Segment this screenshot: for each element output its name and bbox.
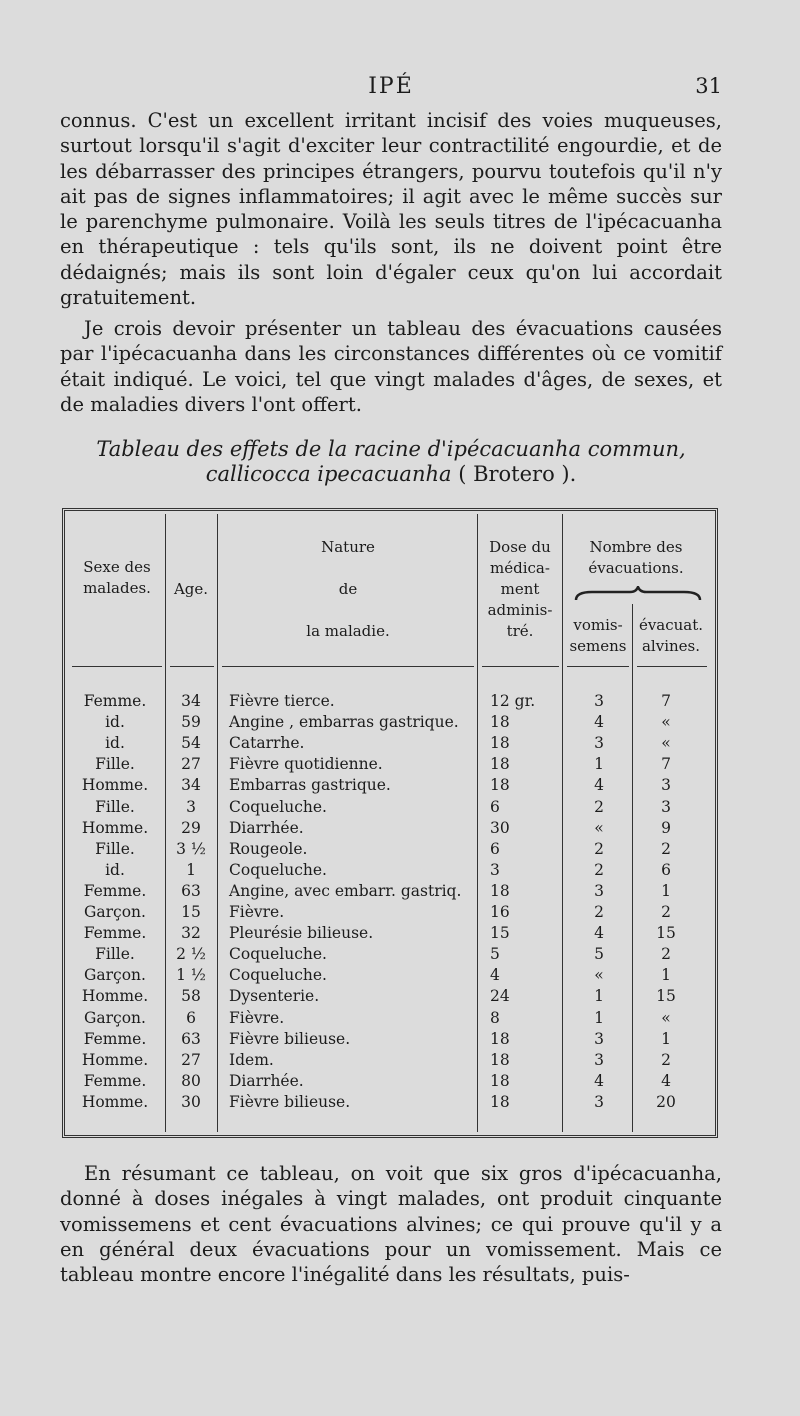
cell-vomissemens: 1 — [594, 755, 604, 774]
cell-nature: Diarrhée. — [229, 1071, 304, 1090]
header-nombre: Nombre des évacuations. — [588, 538, 684, 577]
cell-dose: 5 — [490, 945, 500, 964]
cell-vomissemens: 1 — [594, 1008, 604, 1027]
cell-age: 15 — [181, 903, 201, 921]
cell-vomissemens: 3 — [594, 1050, 604, 1069]
cell-alvines: 15 — [656, 987, 676, 1006]
cell-nature: Embarras gastrique. — [229, 776, 391, 795]
cell-sexe: Garçon. — [84, 966, 146, 985]
table-row — [0, 733, 800, 754]
cell-alvines: 1 — [661, 966, 671, 985]
caption-line-2 — [60, 462, 722, 487]
cell-age: 1 — [186, 860, 196, 879]
cell-age: 29 — [181, 818, 201, 837]
cell-vomissemens: « — [594, 966, 604, 985]
cell-nature: Pleurésie bilieuse. — [229, 924, 374, 943]
caption-line-1: Tableau des effets de la racine d'ipécacuanha commun, — [96, 437, 686, 461]
caption-species: callicocca ipecacuanha — [205, 462, 452, 486]
cell-dose: 18 — [490, 755, 510, 774]
cell-alvines: 4 — [661, 1071, 671, 1090]
body-paragraph-2: Je crois devoir présenter un tableau des évacuations causées par l'ipécacuanha dans les circonstances différentes où ce vomitif était indiqué. Le voici, tel que vingt malades d'âges, de sexes, et de maladies divers l'ont offert. — [60, 317, 722, 416]
cell-dose: 15 — [490, 924, 510, 943]
page-number: 31 — [695, 74, 722, 98]
cell-sexe: Homme. — [81, 776, 149, 795]
cell-alvines: 2 — [661, 839, 671, 858]
cell-alvines: 7 — [661, 692, 671, 710]
cell-nature: Coqueluche. — [229, 945, 327, 964]
header-dose: Dose du médica- ment adminis- tré. — [487, 538, 553, 640]
table-row — [0, 691, 800, 712]
table-row — [0, 923, 800, 944]
cell-vomissemens: 4 — [594, 776, 604, 795]
cell-sexe: Femme. — [83, 1029, 147, 1048]
header-nature-1: Nature — [321, 538, 375, 556]
cell-age: 6 — [186, 1008, 196, 1027]
table-row — [0, 1071, 800, 1092]
table-row — [0, 754, 800, 775]
cell-alvines: 2 — [661, 1050, 671, 1069]
cell-vomissemens: 1 — [594, 987, 604, 1006]
cell-dose: 4 — [490, 966, 500, 985]
caption-author: ( Brotero ). — [458, 462, 577, 486]
cell-age: 59 — [181, 713, 201, 732]
cell-alvines: 20 — [656, 1092, 676, 1111]
cell-dose: 16 — [490, 903, 510, 921]
cell-dose: 18 — [490, 1029, 510, 1048]
table-caption — [60, 437, 722, 487]
cell-vomissemens: 4 — [594, 713, 604, 732]
cell-vomissemens: 2 — [594, 860, 604, 879]
header-rule — [567, 666, 629, 667]
header-rule — [222, 666, 474, 667]
table-row — [0, 1092, 800, 1113]
cell-dose: 18 — [490, 776, 510, 795]
cell-alvines: 1 — [661, 1029, 671, 1048]
cell-sexe: Femme. — [83, 692, 147, 710]
cell-nature: Idem. — [229, 1050, 274, 1069]
cell-sexe: Homme. — [81, 818, 149, 837]
cell-sexe: Garçon. — [84, 903, 146, 921]
cell-age: 30 — [181, 1092, 201, 1111]
table-row — [0, 818, 800, 839]
cell-dose: 6 — [490, 839, 500, 858]
cell-age: 2 ½ — [176, 945, 206, 964]
cell-nature: Fièvre. — [229, 1008, 285, 1027]
cell-alvines: « — [661, 1008, 671, 1027]
cell-nature: Diarrhée. — [229, 818, 304, 837]
cell-sexe: id. — [105, 713, 125, 732]
cell-age: 58 — [181, 987, 201, 1006]
table-row — [0, 1008, 800, 1029]
cell-sexe: Homme. — [81, 1050, 149, 1069]
cell-vomissemens: 3 — [594, 692, 604, 710]
header-age: Age. — [173, 580, 209, 598]
cell-vomissemens: 5 — [594, 945, 604, 964]
page-header — [60, 74, 722, 104]
cell-vomissemens: 2 — [594, 903, 604, 921]
table-row — [0, 881, 800, 902]
cell-vomissemens: 4 — [594, 924, 604, 943]
cell-sexe: Femme. — [83, 924, 147, 943]
cell-vomissemens: 3 — [594, 734, 604, 753]
cell-sexe: Fille. — [95, 839, 135, 858]
cell-alvines: 9 — [661, 818, 671, 837]
cell-nature: Dysenterie. — [229, 987, 320, 1006]
body-paragraph-1: connus. C'est un excellent irritant incisif des voies muqueuses, surtout lorsqu'il s'agit d'exciter leur contractilité engourdie, et de les débarrasser des principes étrangers, pourvu toutefois qu'il n'y ait pas de signes inflammatoires; il agit avec le même succès sur le parenchyme pulmonaire. Voilà les seuls titres de l'ipécacuanha en thérapeutique : tels qu'ils sont, ils ne doivent point être dédaignés; mais ils sont loin d'égaler ceux qu'on lui accordait gratuitement. — [60, 109, 722, 310]
cell-vomissemens: 3 — [594, 881, 604, 900]
cell-sexe: Fille. — [95, 945, 135, 964]
running-head: IPÉ — [368, 74, 414, 99]
table-row — [0, 902, 800, 923]
cell-dose: 18 — [490, 881, 510, 900]
header-rule — [482, 666, 559, 667]
cell-age: 3 ½ — [176, 839, 206, 858]
cell-dose: 12 gr. — [490, 692, 536, 710]
cell-age: 63 — [181, 881, 201, 900]
cell-dose: 24 — [490, 987, 510, 1006]
cell-nature: Fièvre bilieuse. — [229, 1092, 351, 1111]
cell-age: 80 — [181, 1071, 201, 1090]
cell-nature: Coqueluche. — [229, 797, 327, 816]
cell-nature: Coqueluche. — [229, 966, 327, 985]
cell-sexe: Femme. — [83, 1071, 147, 1090]
table-row — [0, 712, 800, 733]
cell-dose: 18 — [490, 713, 510, 732]
cell-age: 63 — [181, 1029, 201, 1048]
cell-age: 3 — [186, 797, 196, 816]
cell-alvines: 2 — [661, 903, 671, 921]
cell-vomissemens: 2 — [594, 797, 604, 816]
cell-alvines: 7 — [661, 755, 671, 774]
cell-age: 27 — [181, 755, 201, 774]
cell-nature: Fièvre quotidienne. — [229, 755, 383, 774]
cell-alvines: 6 — [661, 860, 671, 879]
cell-nature: Catarrhe. — [229, 734, 305, 753]
cell-dose: 8 — [490, 1008, 500, 1027]
cell-nature: Rougeole. — [229, 839, 308, 858]
cell-dose: 18 — [490, 1071, 510, 1090]
cell-alvines: « — [661, 734, 671, 753]
cell-age: 34 — [181, 692, 201, 710]
cell-sexe: Femme. — [83, 881, 147, 900]
cell-nature: Fièvre tierce. — [229, 692, 335, 710]
cell-dose: 6 — [490, 797, 500, 816]
cell-sexe: Fille. — [95, 755, 135, 774]
table-row — [0, 986, 800, 1007]
cell-alvines: 3 — [661, 797, 671, 816]
cell-sexe: Garçon. — [84, 1008, 146, 1027]
cell-sexe: Homme. — [81, 987, 149, 1006]
body-paragraph-3: En résumant ce tableau, on voit que six gros d'ipécacuanha, donné à doses inégales à vingt malades, ont produit cinquante vomissemens et cent évacuations alvines; ce qui prouve qu'il y a en général deux évacuations pour un vomissement. Mais ce tableau montre encore l'inégalité dans les résultats, puis- — [60, 1162, 722, 1287]
cell-alvines: 2 — [661, 945, 671, 964]
table-row — [0, 944, 800, 965]
cell-sexe: Homme. — [81, 1092, 149, 1111]
cell-age: 54 — [181, 734, 201, 753]
cell-dose: 30 — [490, 818, 510, 837]
cell-alvines: 15 — [656, 924, 676, 943]
cell-nature: Fièvre. — [229, 903, 285, 921]
cell-age: 34 — [181, 776, 201, 795]
cell-dose: 18 — [490, 734, 510, 753]
cell-sexe: Fille. — [95, 797, 135, 816]
cell-age: 32 — [181, 924, 201, 943]
table-row — [0, 797, 800, 818]
table-row — [0, 1029, 800, 1050]
cell-dose: 18 — [490, 1050, 510, 1069]
cell-age: 27 — [181, 1050, 201, 1069]
brace-mark — [574, 586, 702, 604]
cell-sexe: id. — [105, 860, 125, 879]
cell-alvines: « — [661, 713, 671, 732]
header-rule — [72, 666, 162, 667]
cell-dose: 18 — [490, 1092, 510, 1111]
cell-age: 1 ½ — [176, 966, 206, 985]
header-nature-2: de — [338, 580, 358, 598]
cell-nature: Fièvre bilieuse. — [229, 1029, 351, 1048]
header-alvines: évacuat. alvines. — [638, 616, 704, 655]
cell-alvines: 3 — [661, 776, 671, 795]
table-row — [0, 965, 800, 986]
header-sexe: Sexe des malades. — [83, 558, 151, 597]
table-row — [0, 1050, 800, 1071]
cell-sexe: id. — [105, 734, 125, 753]
cell-nature: Coqueluche. — [229, 860, 327, 879]
table-row — [0, 839, 800, 860]
cell-vomissemens: 2 — [594, 839, 604, 858]
cell-vomissemens: « — [594, 818, 604, 837]
cell-vomissemens: 3 — [594, 1092, 604, 1111]
table-row — [0, 860, 800, 881]
header-nature-3: la maladie. — [306, 622, 390, 640]
header-rule — [637, 666, 707, 667]
cell-vomissemens: 4 — [594, 1071, 604, 1090]
cell-alvines: 1 — [661, 881, 671, 900]
cell-nature: Angine, avec embarr. gastriq. — [229, 881, 462, 900]
header-vomis: vomis- semens — [569, 616, 627, 655]
table-row — [0, 775, 800, 796]
cell-nature: Angine , embarras gastrique. — [229, 713, 459, 732]
cell-dose: 3 — [490, 860, 500, 879]
cell-vomissemens: 3 — [594, 1029, 604, 1048]
header-rule — [170, 666, 214, 667]
